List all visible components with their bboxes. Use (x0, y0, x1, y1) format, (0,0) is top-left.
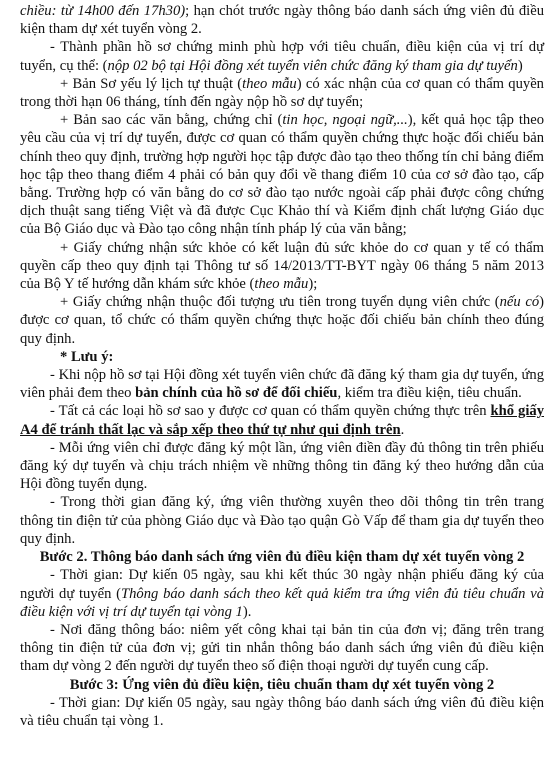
paragraph-health-certificate: + Giấy chứng nhận sức khỏe có kết luận đủ sức khỏe do cơ quan y tế có thẩm quyền cấp theo quy định tại Thông tư số 14/2013/TT-BYT ngày 06 tháng 5 năm 2013 của Bộ Y tế hướng dẫn khám sức khỏe (theo mẫu); (20, 239, 544, 293)
paragraph-step-2-time: - Thời gian: Dự kiến 05 ngày, sau khi kết thúc 30 ngày nhận phiếu đăng ký của người dự tuyển (Thông báo danh sách theo kết quả kiểm tra ứng viên đủ tiêu chuẩn và điều kiện với vị trí dự tuyển tại vòng 1). (20, 567, 544, 620)
step-2-heading: Bước 2. Thông báo danh sách ứng viên đủ điều kiện tham dự xét tuyển vòng 2 (39, 549, 525, 566)
italic-text: Thông báo danh sách theo kết quả kiểm tra ứng viên đủ tiêu chuẩn và điều kiện với vị trí dự tuyển tại vòng 1 (20, 585, 544, 620)
paragraph-dossier-components: - Thành phần hồ sơ chứng minh phù hợp với tiêu chuẩn, điều kiện của vị trí dự tuyển, cụ thể: (nộp 02 bộ tại Hội đồng xét tuyển viên chức đăng ký tham gia dự tuyển) (20, 39, 544, 74)
italic-text: nếu có (499, 294, 540, 311)
paragraph-note-originals: - Khi nộp hồ sơ tại Hội đồng xét tuyển viên chức đã đăng ký tham gia dự tuyển, ứng viên phải đem theo bản chính của hồ sơ để đối chiếu, kiểm tra điều kiện, tiêu chuẩn. (20, 367, 544, 402)
note-heading: * Lưu ý: (60, 348, 114, 365)
paragraph-step-3-time: - Thời gian: Dự kiến 05 ngày, sau ngày thông báo danh sách ứng viên đủ điều kiện và tiêu chuẩn tại vòng 1. (20, 694, 544, 729)
paragraph-priority-certificate: + Giấy chứng nhận thuộc đối tượng ưu tiên trong tuyển dụng viên chức (nếu có) được cơ quan, tổ chức có thẩm quyền chứng thực hoặc đối chiếu bản chính theo đúng quy định. (20, 294, 544, 347)
italic-text: nộp 02 bộ tại Hội đồng xét tuyển viên chức đăng ký tham gia dự tuyển (107, 57, 518, 74)
paragraph-diplomas: + Bản sao các văn bằng, chứng chỉ (tin học, ngoại ngữ,...), kết quả học tập theo yêu cầu của vị trí dự tuyển, được cơ quan có thẩm quyền chứng thực hoặc đối chiếu bản chính theo quy định, trường hợp người học tập được đào tạo theo thống tín chỉ bảng điểm học tập theo thang điểm 4 phải có bản quy đổi về thang điểm 10 của cơ sở đào tạo, cấp bằng. Trường hợp có văn bằng do cơ sở đào tạo nước ngoài cấp phải được công chứng dịch thuật sang tiếng Việt và đã được Cục Khảo thí và Kiểm định chất lượng Giáo dục của Bộ Giáo dục và Đào tạo công nhận tính pháp lý của văn bằng; (20, 112, 544, 238)
italic-text: chiều: từ 14h00 đến 17h30) (20, 3, 186, 19)
paragraph-step-2-place: - Nơi đăng thông báo: niêm yết công khai tại bản tin của đơn vị; đăng trên trang thông tin điện tử của đơn vị; gửi tin nhắn thông báo danh sách ứng viên đủ điều kiện tham dự vòng 2 đến người dự tuyển theo số điện thoại người dự tuyển cung cấp. (20, 621, 544, 675)
underlined-text: khổ giấy A4 để tránh thất lạc và sắp xếp theo thứ tự như qui định trên (20, 403, 545, 438)
paragraph-note-follow-website: - Trong thời gian đăng ký, ứng viên thường xuyên theo dõi thông tin trên trang thông tin điện tử của phòng Giáo dục và Đào tạo quận Gò Vấp để tham gia dự tuyển theo quy định. (20, 494, 544, 547)
paragraph-deadline: chiều: từ 14h00 đến 17h30); hạn chót trước ngày thông báo danh sách ứng viên đủ điều kiện tham dự xét tuyển vòng 2. (20, 3, 544, 38)
italic-text: tin học, ngoại ngữ,... (282, 112, 408, 129)
paragraph-note-a4: - Tất cả các loại hồ sơ sao y được cơ quan có thẩm quyền chứng thực trên khổ giấy A4 để tránh thất lạc và sắp xếp theo thứ tự như qui định trên. (20, 403, 545, 438)
bold-text: bản chính của hồ sơ để đối chiếu (135, 385, 338, 402)
paragraph-curriculum-vitae: + Bản Sơ yếu lý lịch tự thuật (theo mẫu) có xác nhận của cơ quan có thẩm quyền trong thời hạn 06 tháng, tính đến ngày nộp hồ sơ dự tuyển; (20, 75, 544, 111)
italic-text: theo mẫu (242, 75, 297, 92)
italic-text: theo mẫu (254, 276, 309, 293)
paragraph-note-register-once: - Mỗi ứng viên chỉ được đăng ký một lần, ứng viên điền đầy đủ thông tin trên phiếu đăng ký dự tuyển và chịu trách nhiệm về những thông tin đăng ký theo hướng dẫn của Hội đồng tuyển dụng. (20, 439, 544, 493)
step-3-heading: Bước 3: Ứng viên đủ điều kiện, tiêu chuẩn tham dự xét tuyển vòng 2 (69, 676, 495, 693)
